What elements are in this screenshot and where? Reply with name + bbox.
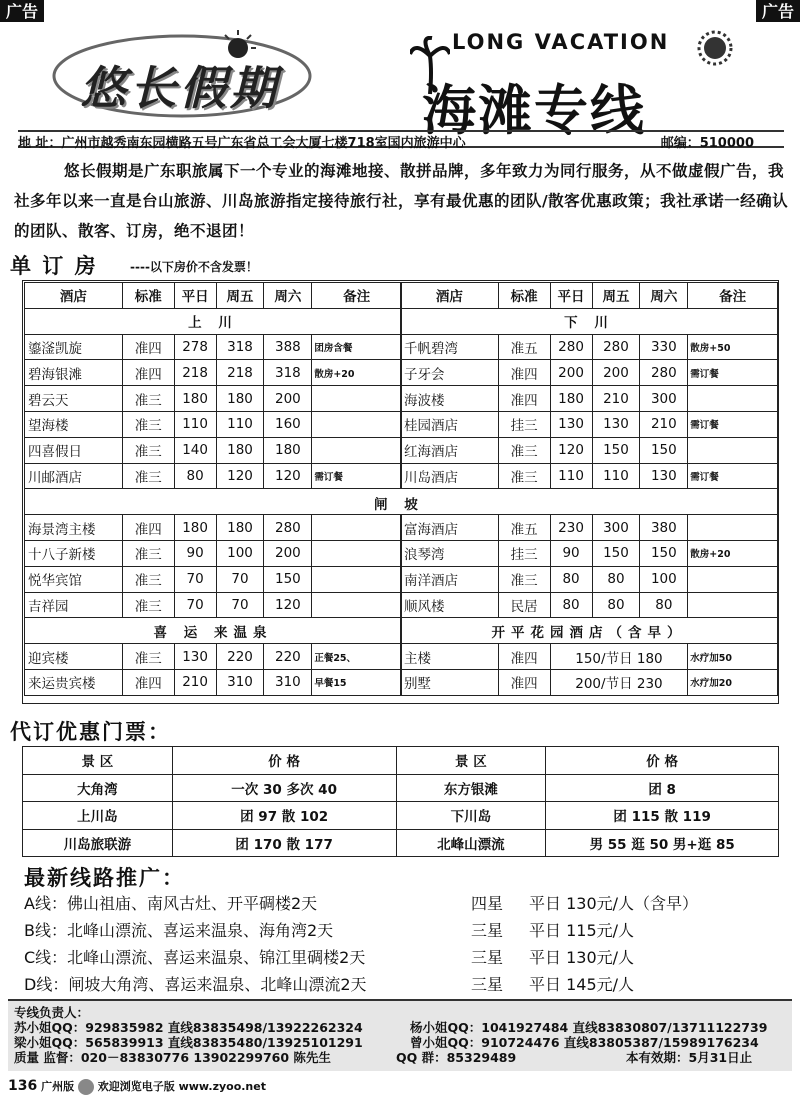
price-friday: 318 <box>216 334 264 360</box>
route-name: B线：北峰山漂流、喜运来温泉、海角湾2天 <box>24 921 334 940</box>
price-friday: 100 <box>216 540 264 566</box>
room-header: 备注 <box>312 283 402 309</box>
price-saturday: 300 <box>640 386 688 412</box>
contact-line: QQ 群：85329489 <box>396 1050 517 1065</box>
ticket-header: 景 区 <box>396 747 546 775</box>
ticket-spot: 上川岛 <box>23 802 173 830</box>
hotel-remark <box>688 566 778 592</box>
hotel-name: 望海楼 <box>25 411 123 437</box>
contact-line: 杨小姐QQ：1041927484 直线83830807/13711122739 <box>410 1020 768 1035</box>
room-header: 周六 <box>640 283 688 309</box>
ticket-header: 价 格 <box>172 747 396 775</box>
route-price: 平日 145元/人 <box>529 975 635 994</box>
hotel-row <box>401 540 778 566</box>
hotel-remark: 正餐25、 <box>312 644 402 670</box>
hotel-remark: 早餐15 <box>312 669 402 695</box>
price-saturday: 150 <box>264 566 312 592</box>
hotel-standard: 准四 <box>498 360 550 386</box>
sun-icon <box>695 28 735 68</box>
hotel-name: 四喜假日 <box>25 437 123 463</box>
hotel-standard: 准三 <box>122 411 174 437</box>
hotel-row <box>401 669 778 695</box>
price-saturday: 210 <box>640 411 688 437</box>
price-saturday: 160 <box>264 411 312 437</box>
price-saturday: 388 <box>264 334 312 360</box>
contact-line: 曾小姐QQ：910724476 直线83805387/15989176234 <box>410 1035 759 1050</box>
route-price: 平日 115元/人 <box>529 921 635 940</box>
route-star: 三星 <box>471 948 504 967</box>
hotel-standard: 准三 <box>498 463 550 489</box>
page-number: 136 <box>8 1078 38 1094</box>
subregion-label: 开平花园酒店（含早） <box>401 618 778 644</box>
ticket-price: 一次 30 多次 40 <box>172 774 396 802</box>
price-friday: 210 <box>592 386 640 412</box>
route-name: C线：北峰山漂流、喜运来温泉、锦江里碉楼2天 <box>24 948 366 967</box>
hotel-row <box>401 515 778 541</box>
price-weekday: 90 <box>174 540 216 566</box>
price-friday: 180 <box>216 437 264 463</box>
subregion-row <box>401 489 778 515</box>
logo-beach-line <box>410 28 750 142</box>
hotel-standard: 挂三 <box>498 540 550 566</box>
postcode: 邮编：510000 <box>660 136 754 151</box>
ad-tag-left: 广告 <box>0 0 44 22</box>
route-price: 平日 130元/人（含早） <box>529 894 699 913</box>
price-weekday: 80 <box>550 592 592 618</box>
price-weekday: 70 <box>174 592 216 618</box>
brand-en: LONG VACATION <box>452 30 670 54</box>
rooms-table-left <box>24 282 402 696</box>
ticket-price: 男 55 逛 50 男+逛 85 <box>546 829 779 857</box>
hotel-name: 海景湾主楼 <box>25 515 123 541</box>
ticket-price: 团 8 <box>546 774 779 802</box>
hotel-standard: 准五 <box>498 515 550 541</box>
ticket-price: 团 170 散 177 <box>172 829 396 857</box>
price-friday: 130 <box>592 411 640 437</box>
brand-title-2: 海滩专线 <box>422 79 646 142</box>
subregion-label <box>401 489 778 515</box>
hotel-standard: 准四 <box>122 360 174 386</box>
hotel-remark: 需订餐 <box>312 463 402 489</box>
hotel-standard: 准三 <box>122 644 174 670</box>
footer-text: 欢迎浏览电子版 <box>97 1080 175 1093</box>
price-weekday: 70 <box>174 566 216 592</box>
hotel-price: 200/节日 230 <box>550 669 688 695</box>
hotel-row <box>25 437 402 463</box>
hotel-name: 碧云天 <box>25 386 123 412</box>
price-weekday: 280 <box>550 334 592 360</box>
hotel-remark <box>688 437 778 463</box>
hotel-standard: 准三 <box>122 566 174 592</box>
hotel-name: 红海酒店 <box>401 437 499 463</box>
rooms-note: ----以下房价不含发票！ <box>130 260 258 274</box>
hotel-name: 别墅 <box>401 669 499 695</box>
price-friday: 110 <box>216 411 264 437</box>
room-header: 周五 <box>216 283 264 309</box>
hotel-name: 来运贵宾楼 <box>25 669 123 695</box>
hotel-name: 子牙会 <box>401 360 499 386</box>
price-friday: 150 <box>592 437 640 463</box>
hotel-row <box>401 566 778 592</box>
edition: 广州版 <box>41 1080 75 1093</box>
price-saturday: 200 <box>264 386 312 412</box>
hotel-remark: 需订餐 <box>688 463 778 489</box>
price-friday: 80 <box>592 566 640 592</box>
ticket-price: 团 97 散 102 <box>172 802 396 830</box>
price-friday: 310 <box>216 669 264 695</box>
hotel-row <box>25 669 402 695</box>
hotel-price: 150/节日 180 <box>550 644 688 670</box>
hotel-standard: 准四 <box>122 515 174 541</box>
subregion-label: 上 川 <box>25 308 402 334</box>
price-weekday: 278 <box>174 334 216 360</box>
hotel-remark <box>688 592 778 618</box>
hotel-standard: 准三 <box>122 540 174 566</box>
tickets-table <box>22 746 779 857</box>
address-text: 地 址：广州市越秀南东园横路五号广东省总工会大厦七楼718室国内旅游中心 <box>18 136 466 151</box>
contact-line: 梁小姐QQ：565839913 直线83835480/13925101291 <box>14 1035 363 1050</box>
hotel-standard: 准四 <box>122 669 174 695</box>
price-weekday: 210 <box>174 669 216 695</box>
price-saturday: 310 <box>264 669 312 695</box>
hotel-standard: 准三 <box>122 437 174 463</box>
intro-paragraph: 悠长假期是广东职旅属下一个专业的海滩地接、散拼品牌，多年致力为同行服务，从不做虚假广告，我社多年以来一直是台山旅游、川岛旅游指定接待旅行社，享有最优惠的团队/散客优惠政策；我社承诺一经确认的团队、散客、订房，绝不退团！ <box>14 162 789 240</box>
price-friday: 220 <box>216 644 264 670</box>
logo-long-vacation-cn <box>52 26 342 124</box>
hotel-name: 海波楼 <box>401 386 499 412</box>
price-weekday: 180 <box>550 386 592 412</box>
route-name: D线：闸坡大角湾、喜运来温泉、北峰山漂流2天 <box>24 975 367 994</box>
route-star: 三星 <box>471 975 504 994</box>
ticket-header: 价 格 <box>546 747 779 775</box>
price-friday: 70 <box>216 592 264 618</box>
contact-line: 本有效期：5月31日止 <box>626 1050 753 1065</box>
hotel-row <box>25 592 402 618</box>
hotel-remark <box>312 515 402 541</box>
price-weekday: 80 <box>550 566 592 592</box>
price-weekday: 80 <box>174 463 216 489</box>
hotel-row <box>25 566 402 592</box>
ticket-spot: 大角湾 <box>23 774 173 802</box>
price-weekday: 130 <box>550 411 592 437</box>
route-star: 三星 <box>471 921 504 940</box>
hotel-remark: 团房含餐 <box>312 334 402 360</box>
hotel-name: 吉祥园 <box>25 592 123 618</box>
price-weekday: 130 <box>174 644 216 670</box>
price-saturday: 130 <box>640 463 688 489</box>
price-saturday: 330 <box>640 334 688 360</box>
price-friday: 300 <box>592 515 640 541</box>
price-saturday: 380 <box>640 515 688 541</box>
hotel-name: 桂园酒店 <box>401 411 499 437</box>
ticket-row <box>23 774 779 802</box>
hotel-remark: 散房+50 <box>688 334 778 360</box>
edition-logo-icon <box>78 1079 94 1095</box>
subregion-row <box>401 618 778 644</box>
price-saturday: 80 <box>640 592 688 618</box>
hotel-standard: 准三 <box>498 566 550 592</box>
price-weekday: 200 <box>550 360 592 386</box>
hotel-name: 鎏滏凯旋 <box>25 334 123 360</box>
hotel-name: 川邮酒店 <box>25 463 123 489</box>
price-weekday: 110 <box>174 411 216 437</box>
hotel-row <box>401 334 778 360</box>
route-name: A线：佛山祖庙、南风古灶、开平碉楼2天 <box>24 894 318 913</box>
hotel-row <box>25 463 402 489</box>
hotel-remark: 散房+20 <box>688 540 778 566</box>
hotel-remark <box>312 540 402 566</box>
hotel-remark <box>312 386 402 412</box>
rooms-heading: 单 订 房 <box>10 254 98 278</box>
hotel-remark <box>312 437 402 463</box>
price-weekday: 90 <box>550 540 592 566</box>
ticket-row <box>23 829 779 857</box>
room-header: 标准 <box>498 283 550 309</box>
room-header: 平日 <box>174 283 216 309</box>
hotel-row <box>25 360 402 386</box>
hotel-standard: 准三 <box>122 592 174 618</box>
price-friday: 180 <box>216 515 264 541</box>
price-friday: 110 <box>592 463 640 489</box>
hotel-row <box>401 411 778 437</box>
price-saturday: 100 <box>640 566 688 592</box>
hotel-remark: 水疗加50 <box>688 644 778 670</box>
hotel-name: 悦华宾馆 <box>25 566 123 592</box>
room-header: 酒店 <box>401 283 499 309</box>
subregion-zhapo-label: 闸 坡 <box>374 497 424 513</box>
hotel-name: 浪琴湾 <box>401 540 499 566</box>
hotel-remark <box>312 566 402 592</box>
hotel-standard: 准三 <box>122 386 174 412</box>
ad-tag-right: 广告 <box>756 0 800 22</box>
hotel-name: 千帆碧湾 <box>401 334 499 360</box>
subregion-row <box>25 489 402 515</box>
price-friday: 80 <box>592 592 640 618</box>
ticket-row <box>23 802 779 830</box>
ticket-spot: 北峰山漂流 <box>396 829 546 857</box>
hotel-row <box>401 644 778 670</box>
hotel-standard: 准五 <box>498 334 550 360</box>
hotel-row <box>25 411 402 437</box>
price-friday: 180 <box>216 386 264 412</box>
route-star: 四星 <box>471 894 504 913</box>
price-saturday: 120 <box>264 463 312 489</box>
ticket-spot: 川岛旅联游 <box>23 829 173 857</box>
price-weekday: 140 <box>174 437 216 463</box>
hotel-standard: 挂三 <box>498 411 550 437</box>
hotel-standard: 准四 <box>498 644 550 670</box>
hotel-row <box>25 540 402 566</box>
contact-box <box>8 999 792 1071</box>
room-header: 标准 <box>122 283 174 309</box>
routes-list <box>24 890 784 998</box>
hotel-standard: 准三 <box>122 463 174 489</box>
price-saturday: 280 <box>640 360 688 386</box>
hotel-row <box>25 515 402 541</box>
hotel-remark <box>688 515 778 541</box>
route-item <box>24 971 784 998</box>
price-friday: 280 <box>592 334 640 360</box>
footer-site[interactable]: www.zyoo.net <box>178 1080 266 1093</box>
routes-heading: 最新线路推广： <box>24 866 185 890</box>
hotel-row <box>25 334 402 360</box>
hotel-remark: 散房+20 <box>312 360 402 386</box>
price-saturday: 150 <box>640 437 688 463</box>
hotel-remark <box>688 386 778 412</box>
hotel-standard: 准四 <box>498 669 550 695</box>
route-price: 平日 130元/人 <box>529 948 635 967</box>
contact-line: 苏小姐QQ：929835982 直线83835498/13922262324 <box>14 1020 363 1035</box>
hotel-standard: 准三 <box>498 437 550 463</box>
route-item <box>24 890 784 917</box>
hotel-standard: 准四 <box>498 386 550 412</box>
hotel-name: 十八子新楼 <box>25 540 123 566</box>
hotel-standard: 准四 <box>122 334 174 360</box>
room-header: 周六 <box>264 283 312 309</box>
price-weekday: 180 <box>174 386 216 412</box>
price-friday: 70 <box>216 566 264 592</box>
ticket-price: 团 115 散 119 <box>546 802 779 830</box>
subregion-row <box>25 618 402 644</box>
price-weekday: 180 <box>174 515 216 541</box>
hotel-name: 顺风楼 <box>401 592 499 618</box>
route-item <box>24 917 784 944</box>
price-friday: 150 <box>592 540 640 566</box>
hotel-row <box>401 463 778 489</box>
tickets-heading: 代订优惠门票： <box>10 720 171 744</box>
ticket-header: 景 区 <box>23 747 173 775</box>
hotel-name: 富海酒店 <box>401 515 499 541</box>
hotel-name: 主楼 <box>401 644 499 670</box>
hotel-name: 迎宾楼 <box>25 644 123 670</box>
hotel-row <box>401 437 778 463</box>
price-saturday: 200 <box>264 540 312 566</box>
subregion-label: 下 川 <box>401 308 778 334</box>
room-header: 平日 <box>550 283 592 309</box>
hotel-name: 碧海银滩 <box>25 360 123 386</box>
price-saturday: 180 <box>264 437 312 463</box>
room-header: 酒店 <box>25 283 123 309</box>
subregion-label <box>25 489 402 515</box>
route-item <box>24 944 784 971</box>
hotel-remark <box>312 411 402 437</box>
hotel-remark: 需订餐 <box>688 360 778 386</box>
contact-line: 质量 监督：020－83830776 13902299760 陈先生 <box>14 1050 331 1065</box>
price-friday: 200 <box>592 360 640 386</box>
hotel-row <box>25 644 402 670</box>
hotel-remark: 需订餐 <box>688 411 778 437</box>
price-saturday: 120 <box>264 592 312 618</box>
price-saturday: 150 <box>640 540 688 566</box>
price-friday: 120 <box>216 463 264 489</box>
hotel-row <box>25 386 402 412</box>
price-weekday: 120 <box>550 437 592 463</box>
hotel-name: 南洋酒店 <box>401 566 499 592</box>
price-weekday: 218 <box>174 360 216 386</box>
hotel-row <box>401 592 778 618</box>
hotel-name: 川岛酒店 <box>401 463 499 489</box>
hotel-remark: 水疗加20 <box>688 669 778 695</box>
contact-title: 专线负责人： <box>14 1005 90 1020</box>
ticket-spot: 下川岛 <box>396 802 546 830</box>
rooms-table-right <box>400 282 778 696</box>
hotel-standard: 民居 <box>498 592 550 618</box>
price-saturday: 318 <box>264 360 312 386</box>
brand-title: 悠长假期 <box>80 61 280 115</box>
subregion-label: 喜 运 来温泉 <box>25 618 402 644</box>
price-saturday: 280 <box>264 515 312 541</box>
page-footer <box>8 1078 266 1095</box>
hotel-remark <box>312 592 402 618</box>
ticket-spot: 东方银滩 <box>396 774 546 802</box>
room-header: 备注 <box>688 283 778 309</box>
hotel-row <box>401 386 778 412</box>
room-header: 周五 <box>592 283 640 309</box>
price-weekday: 110 <box>550 463 592 489</box>
subregion-row <box>401 308 778 334</box>
price-saturday: 220 <box>264 644 312 670</box>
price-friday: 218 <box>216 360 264 386</box>
address-bar <box>18 130 784 151</box>
price-weekday: 230 <box>550 515 592 541</box>
hotel-row <box>401 360 778 386</box>
subregion-row <box>25 308 402 334</box>
